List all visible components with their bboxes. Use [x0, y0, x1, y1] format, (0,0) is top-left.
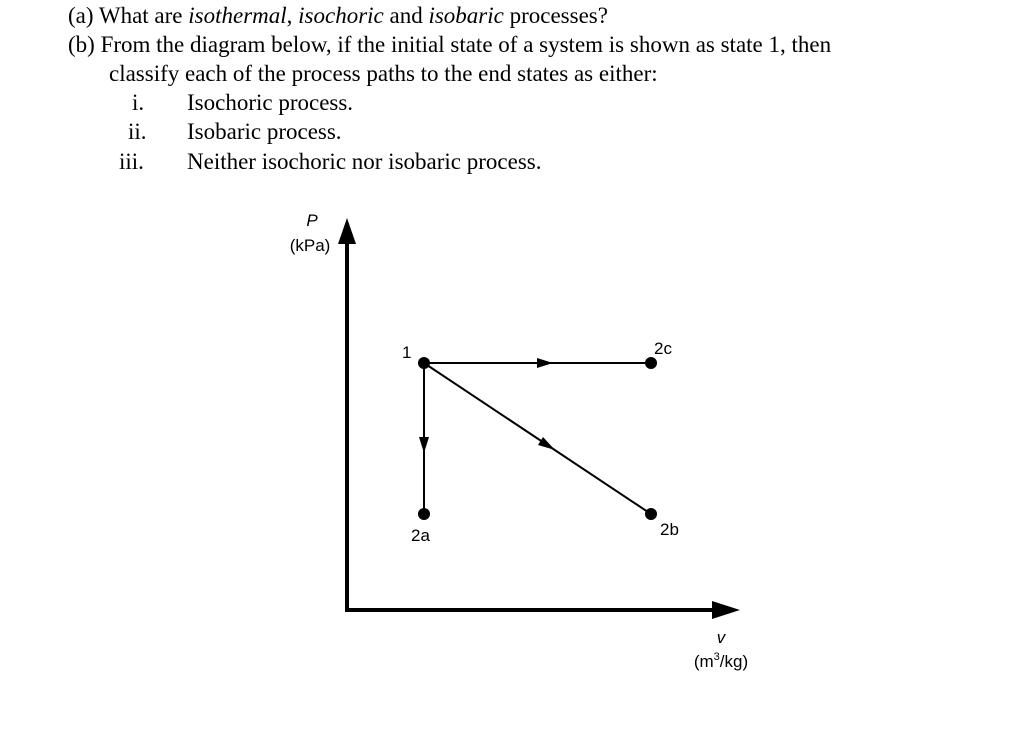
y-axis-arrowhead [338, 218, 356, 244]
question-part-b-line2: classify each of the process paths to the end states as either: [109, 61, 658, 86]
state-2a-label: 2a [411, 526, 430, 545]
state-2b-label: 2b [660, 520, 679, 539]
state-2c-label: 2c [654, 339, 672, 358]
question-part-b-line1: (b) From the diagram below, if the initial state of a system is shown as state 1, then [68, 32, 832, 57]
state-2a-point [418, 508, 430, 520]
part-a-sep1: , [286, 3, 299, 28]
option-ii-text: Isobaric process. [187, 119, 342, 144]
path-1-to-2b [424, 363, 651, 514]
term-isothermal: isothermal [188, 3, 287, 28]
term-isochoric: isochoric [298, 3, 384, 28]
part-a-prefix: (a) What are [68, 3, 189, 28]
path-1-to-2a-arrow [419, 437, 429, 453]
state-1-label: 1 [402, 343, 412, 362]
part-a-sep2: and [383, 3, 429, 28]
state-1-point [418, 357, 430, 369]
x-axis-unit: $(m^3/kg)$ [693, 651, 749, 671]
path-1-to-2b-arrow [538, 437, 555, 450]
state-2b-point [645, 508, 657, 520]
option-iii-text: Neither isochoric nor isobaric process. [187, 149, 542, 174]
option-ii-numeral: ii. [128, 119, 147, 144]
part-a-suffix: processes? [503, 3, 608, 28]
y-axis-unit: (kPa) [289, 236, 331, 255]
term-isobaric: isobaric [428, 3, 504, 28]
option-i-text: Isochoric process. [187, 90, 354, 115]
x-axis-symbol: v [716, 628, 726, 647]
option-i-numeral: i. [132, 90, 145, 115]
x-axis-arrowhead [712, 601, 740, 619]
y-axis-symbol: P [306, 211, 318, 230]
path-1-to-2c-arrow [537, 358, 553, 368]
state-2c-point [645, 357, 657, 369]
option-iii-numeral: iii. [119, 149, 144, 174]
